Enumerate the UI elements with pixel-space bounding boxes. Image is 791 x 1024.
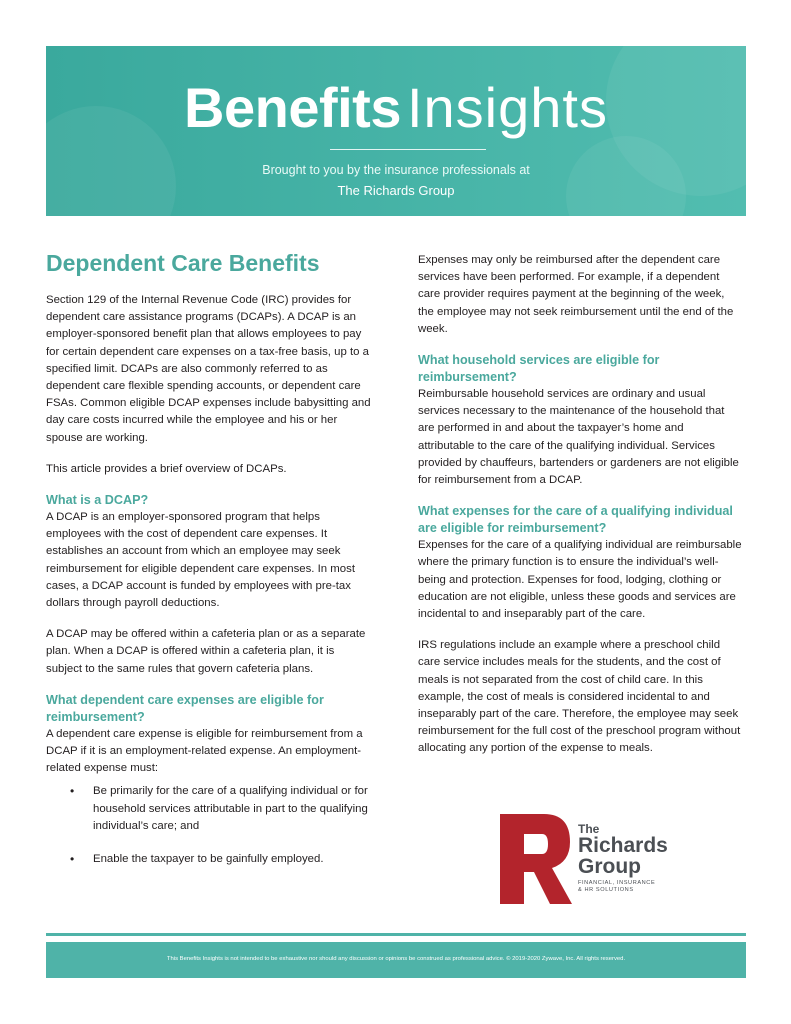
household-services-paragraph: Reimbursable household services are ordinary and usual services necessary to the maintenance of the household that are performed in and about the taxpayer’s home and attributable to the care of the qualifying individual. Services provided by chauffeurs, bartenders or gardeners are not eligible for reimbursement from a DCAP. [418,388,739,487]
bullet-icon: • [70,784,75,799]
list-item [70,783,371,835]
list-item-text: Enable the taxpayer to be gainfully employed. [93,853,324,866]
bullet-icon: • [70,852,75,867]
logo-tagline-line1: FINANCIAL, INSURANCE [578,880,656,886]
list-item-text: Be primarily for the care of a qualifying individual or for household services attributable in part to the qualifying individual’s care; and [93,785,368,832]
logo-tagline [578,880,655,894]
intro-paragraph: Section 129 of the Internal Revenue Code (IRC) provides for dependent care assistance programs (DCAPs). A DCAP is an employer-sponsored benefit plan that allows employees to pay for certain dependent care expenses on a tax-free basis, up to a specified limit. DCAPs are also commonly referred to as dependent care flexible spending accounts, or dependent care FSAs. Common eligible DCAP expenses include babysitting and day care costs incurred while the employee and his or her spouse are working. [46,294,371,444]
banner-firm-name: The Richards Group [337,183,455,198]
header-banner [46,46,746,216]
logo-the: The [578,822,600,836]
footer-disclaimer: This Benefits Insights is not intended to be exhaustive nor should any discussion or opinions be construed as professional advice. © 2019-2020 Zywave, Inc. All rights reserved. [166,956,626,962]
title-divider [330,149,486,150]
title-bold: Benefits [184,76,401,139]
left-column [46,248,371,884]
reimbursement-timing-paragraph: Expenses may only be reimbursed after the dependent care services have been performed. For example, if a dependent care provider requires payment at the beginning of the week, the employee may not seek reimbursement until the end of the week. [418,254,734,335]
logo-r-mark-icon [498,808,578,908]
publication-title [46,76,746,140]
list-item [70,851,371,868]
overview-paragraph: This article provides a brief overview of DCAPs. [46,462,287,475]
section-heading-what-is-dcap: What is a DCAP? [46,493,149,508]
logo-name-line1: Richards [578,834,668,857]
irs-example-paragraph: IRS regulations include an example where a preschool child care service includes meals for the students, and the cost of meals is not separated from the cost of child care. In this example, the cost of meals is considered incidental to and inseparably part of the care. Therefore, the employee may seek reimbursement for the full cost of the preschool program without allocating any portion of the expense to meals. [418,639,741,755]
section-heading-household-services: What household services are eligible for reimbursement? [418,353,660,385]
title-light: Insights [406,76,608,139]
cafeteria-plan-paragraph: A DCAP may be offered within a cafeteria plan or as a separate plan. When a DCAP is offered within a cafeteria plan, it is subject to the same rules that govern cafeteria plans. [46,628,366,675]
article-title: Dependent Care Benefits [46,250,320,276]
section-heading-eligible-expenses: What dependent care expenses are eligible for reimbursement? [46,692,324,724]
eligible-expenses-paragraph: A dependent care expense is eligible for reimbursement from a DCAP if it is an employment-related expense. An employment-related expense must: [46,727,363,775]
logo-tagline-line2: & HR SOLUTIONS [578,887,634,893]
footer-bar [46,942,746,978]
dcap-definition-paragraph: A DCAP is an employer-sponsored program that helps employees with the cost of dependent care expenses. It establishes an account from which an employee may seek reimbursement for eligible dependent care expenses. In most cases, a DCAP account is funded by employees with pre-tax dollars through payroll deductions. [46,511,355,610]
company-logo [498,808,698,908]
requirements-list [46,783,371,868]
qualifying-care-paragraph: Expenses for the care of a qualifying individual are reimbursable where the primary function is to ensure the individual’s well-being and protection. Expenses for food, lodging, clothing or education are not eligible, unless these goods and services are incidental to and inseparably part of the care. [418,539,742,621]
banner-subtitle: Brought to you by the insurance professionals at [262,163,530,177]
footer-divider [46,933,746,936]
logo-name-line2: Group [578,855,641,878]
right-column [418,252,743,772]
section-heading-qualifying-care: What expenses for the care of a qualifying individual are eligible for reimbursement? [418,504,733,536]
